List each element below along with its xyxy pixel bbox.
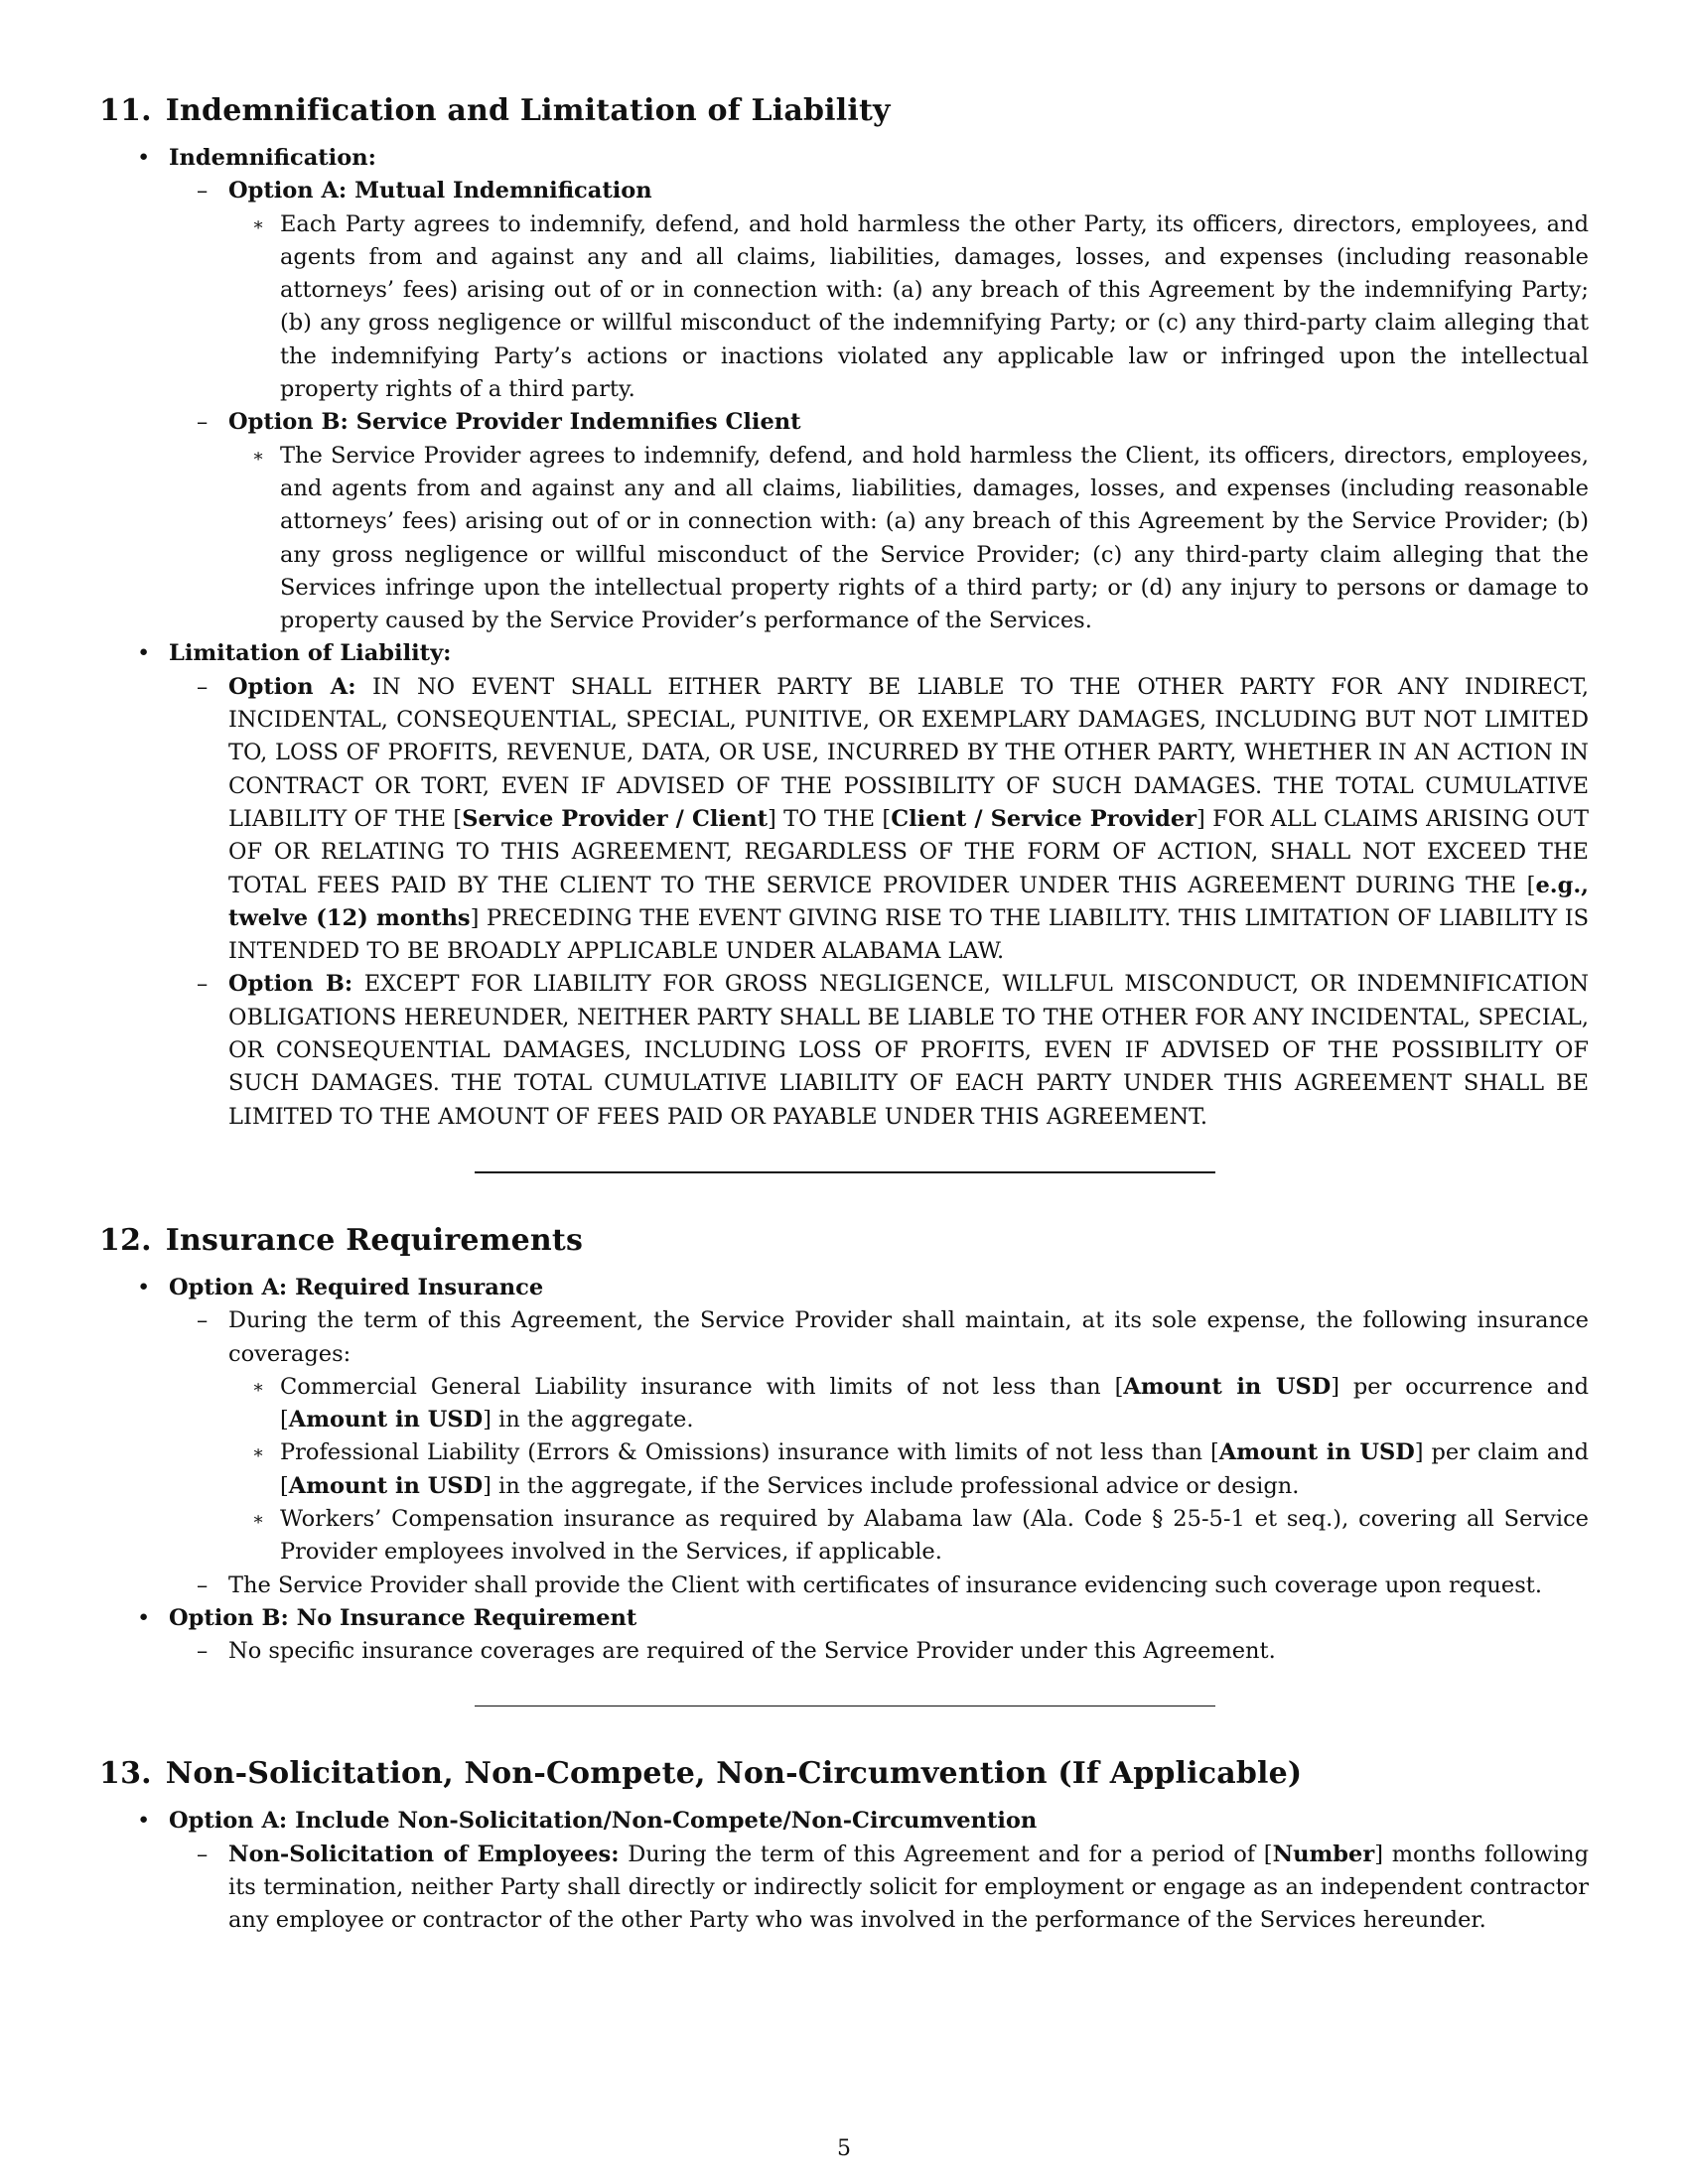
section-title: Non-Solicitation, Non-Compete, Non-Circumvention (If Applicable) <box>165 1756 1303 1792</box>
list-item-option-a-text <box>99 208 1589 407</box>
section-number: 11. <box>99 93 152 128</box>
placeholder-field: Amount in USD <box>288 1472 484 1499</box>
list-item-cgl <box>99 1371 1589 1437</box>
section-title: Indemnification and Limitation of Liability <box>165 93 891 128</box>
placeholder-field: Number <box>1272 1841 1375 1867</box>
dash-marker: – <box>197 409 209 436</box>
list-item-lol-option-b <box>99 968 1589 1133</box>
list-item-limitation <box>99 637 1589 670</box>
item-label: Option B: Service Provider Indemnifies Client <box>228 409 801 436</box>
dash-marker: – <box>197 1638 209 1665</box>
bullet-marker: • <box>137 1808 151 1835</box>
dash-marker: – <box>197 1571 209 1598</box>
document-page <box>99 93 1589 1938</box>
clause-text: ] months following its termination, neither Party shall directly or indirectly solicit for employment or engage as an independent contractor any employee or contractor of the other Party who was involved in the performance of the Services hereunder. <box>228 1841 1590 1934</box>
section-13-heading <box>99 1756 1589 1791</box>
clause-text: ] PRECEDING THE EVENT GIVING RISE TO THE LIABILITY. THIS LIMITATION OF LIABILITY IS INTENDED TO BE BROADLY APPLICABLE UNDER ALABAMA LAW. <box>228 904 1590 965</box>
list-item-insurance-intro <box>99 1304 1589 1371</box>
section-12-heading <box>99 1223 1589 1258</box>
item-label: Limitation of Liability: <box>169 640 452 667</box>
placeholder-field: Amount in USD <box>1123 1373 1332 1400</box>
star-marker: ∗ <box>252 213 265 235</box>
clause-text: The Service Provider shall provide the Client with certificates of insurance evidencing such coverage upon request. <box>228 1571 1542 1598</box>
clause-text: Workers’ Compensation insurance as required by Alabama law (Ala. Code § 25-5-1 et seq.), covering all Service Provider employees involved in the Services, if applicable. <box>280 1505 1589 1566</box>
item-label: Option A: Required Insurance <box>169 1274 544 1300</box>
clause-text: ] per occurrence and [ <box>280 1373 1589 1433</box>
star-marker: ∗ <box>252 1508 265 1530</box>
clause-text: During the term of this Agreement and for a period of [ <box>628 1841 1273 1867</box>
dash-marker: – <box>197 673 209 700</box>
list-item-indemnification <box>99 142 1589 175</box>
list-item-required-insurance <box>99 1272 1589 1304</box>
star-marker: ∗ <box>252 1442 265 1464</box>
list-item-lol-option-a <box>99 671 1589 969</box>
clause-text: ] FOR ALL CLAIMS ARISING OUT OF OR RELATING TO THIS AGREEMENT, REGARDLESS OF THE FORM OF ACTION, SHALL NOT EXCEED THE TOTAL FEES PAID BY THE CLIENT TO THE SERVICE PROVIDER UNDER THIS AGREEMENT DURING THE [ <box>228 805 1589 898</box>
clause-text: ] per claim and [ <box>280 1439 1590 1499</box>
clause-text: ] TO THE [ <box>768 805 892 832</box>
list-item-professional-liability <box>99 1436 1589 1503</box>
clause-text: EXCEPT FOR LIABILITY FOR GROSS NEGLIGENCE, WILLFUL MISCONDUCT, OR INDEMNIFICATION OBLIGATIONS HEREUNDER, NEITHER PARTY SHALL BE LIABLE TO THE OTHER FOR ANY INCIDENTAL, SPECIAL, OR CONSEQUENTIAL DAMAGES, INCLUDING LOSS OF PROFITS, EVEN IF ADVISED OF THE POSSIBILITY OF SUCH DAMAGES. THE TOTAL CUMULATIVE LIABILITY OF EACH PARTY UNDER THIS AGREEMENT SHALL BE LIMITED TO THE AMOUNT OF FEES PAID OR PAYABLE UNDER THIS AGREEMENT. <box>228 971 1590 1130</box>
clause-text: ] in the aggregate, if the Services include professional advice or design. <box>483 1472 1300 1499</box>
clause-text: ] in the aggregate. <box>483 1407 694 1433</box>
clause-text: Professional Liability (Errors & Omissions) insurance with limits of not less than [ <box>280 1439 1219 1466</box>
placeholder-field: Amount in USD <box>1218 1439 1415 1466</box>
section-divider <box>475 1171 1215 1173</box>
placeholder-field: Service Provider / Client <box>462 805 769 832</box>
star-marker: ∗ <box>252 445 265 467</box>
bullet-marker: • <box>137 1604 151 1631</box>
clause-text: IN NO EVENT SHALL EITHER PARTY BE LIABLE TO THE OTHER PARTY FOR ANY INDIRECT, INCIDENTAL, CONSEQUENTIAL, SPECIAL, PUNITIVE, OR EXEMPLARY DAMAGES, INCLUDING BUT NOT LIMITED TO, LOSS OF PROFITS, REVENUE, DATA, OR USE, INCURRED BY THE OTHER PARTY, WHETHER IN AN ACTION IN CONTRACT OR TORT, EVEN IF ADVISED OF THE POSSIBILITY OF SUCH DAMAGES. THE TOTAL CUMULATIVE LIABILITY OF THE [ <box>228 673 1589 832</box>
option-label: Non-Solicitation of Employees: <box>228 1841 620 1867</box>
item-label: Indemnification: <box>169 145 376 171</box>
item-label: Option A: Include Non-Solicitation/Non-Compete/Non-Circumvention <box>169 1808 1038 1835</box>
bullet-marker: • <box>137 640 151 667</box>
list-item-non-solicitation-employees <box>99 1839 1589 1938</box>
clause-text: No specific insurance coverages are required of the Service Provider under this Agreement. <box>228 1638 1276 1665</box>
clause-text: Commercial General Liability insurance with limits of not less than [ <box>280 1373 1124 1400</box>
placeholder-field: Client / Service Provider <box>891 805 1197 832</box>
option-label: Option B: <box>228 971 353 998</box>
clause-text: Each Party agrees to indemnify, defend, and hold harmless the other Party, its officers, directors, employees, and agents from and against any and all claims, liabilities, damages, losses, and expenses (including reasonable attorneys’ fees) arising out of or in connection with: (a) any breach of this Agreement by the indemnifying Party; (b) any gross negligence or willful misconduct of the indemnifying Party; or (c) any third-party claim alleging that the indemnifying Party’s actions or inactions violated any applicable law or infringed upon the intellectual property rights of a third party. <box>280 210 1589 403</box>
bullet-marker: • <box>137 1274 151 1300</box>
dash-marker: – <box>197 971 209 998</box>
clause-text: During the term of this Agreement, the Service Provider shall maintain, at its sole expense, the following insurance coverages: <box>228 1307 1589 1367</box>
clause-text: The Service Provider agrees to indemnify, defend, and hold harmless the Client, its officers, directors, employees, and agents from and against any and all claims, liabilities, damages, losses, and expenses (including reasonable attorneys’ fees) arising out of or in connection with: (a) any breach of this Agreement by the Service Provider; (b) any gross negligence or willful misconduct of the Service Provider; (c) any third-party claim alleging that the Services infringe upon the intellectual property rights of a third party; or (d) any injury to persons or damage to property caused by the Service Provider’s performance of the Services. <box>280 442 1589 634</box>
dash-marker: – <box>197 178 209 205</box>
item-label: Option A: Mutual Indemnification <box>228 178 652 205</box>
item-label: Option B: No Insurance Requirement <box>169 1604 637 1631</box>
list-item-include-non-solicitation <box>99 1805 1589 1838</box>
section-number: 12. <box>99 1222 152 1258</box>
section-title: Insurance Requirements <box>165 1222 584 1258</box>
placeholder-field: e.g., twelve (12) months <box>228 872 1589 931</box>
bullet-marker: • <box>137 145 151 171</box>
section-11-heading <box>99 93 1589 128</box>
list-item-workers-comp <box>99 1503 1589 1570</box>
section-number: 13. <box>99 1756 152 1792</box>
list-item-no-insurance-text <box>99 1635 1589 1668</box>
list-item-no-insurance <box>99 1602 1589 1635</box>
placeholder-field: Amount in USD <box>288 1407 484 1433</box>
list-item-certificates <box>99 1570 1589 1602</box>
star-marker: ∗ <box>252 1376 265 1398</box>
list-item-option-a-mutual <box>99 175 1589 207</box>
list-item-option-b-text <box>99 440 1589 638</box>
dash-marker: – <box>197 1841 209 1867</box>
option-label: Option A: <box>228 673 356 700</box>
page-number: 5 <box>837 2136 851 2161</box>
list-item-option-b-provider <box>99 406 1589 439</box>
dash-marker: – <box>197 1307 209 1334</box>
